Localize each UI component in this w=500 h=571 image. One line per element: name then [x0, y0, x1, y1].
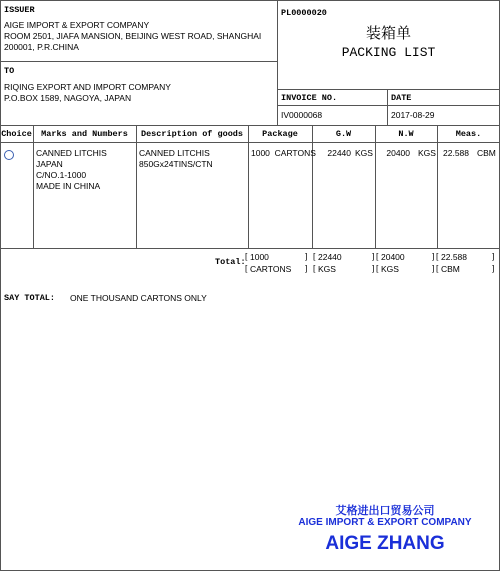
row-marks-line4: MADE IN CHINA: [36, 181, 101, 191]
row-marks-line1: CANNED LITCHIS: [36, 148, 107, 158]
total-gw-bracket-open: [: [313, 251, 316, 261]
invoice-date-value: 2017-08-29: [391, 110, 435, 120]
document-number: PL0000020: [281, 8, 327, 18]
row-meas-value: 22.588: [443, 148, 469, 158]
total-nw-bracket-open: [: [376, 251, 379, 261]
row-gw-unit: KGS: [355, 148, 373, 158]
row-package: 1000 CARTONS: [251, 148, 316, 158]
invoice-top-line: [277, 89, 500, 90]
header-choice: Choice: [1, 129, 32, 139]
issuer-address-line1: ROOM 2501, JIAFA MANSION, BEIJING WEST ROAD, SHANGHAI: [4, 31, 262, 41]
document-title-cn: 装箱单: [365, 24, 411, 42]
total-meas-bracket-close: ]: [492, 251, 495, 261]
total-gw-value: 22440: [318, 252, 342, 262]
total-package-value: 1000: [250, 252, 269, 262]
signature-company-en: AIGE IMPORT & EXPORT COMPANY: [298, 517, 472, 528]
col-divider-nw: [437, 125, 438, 248]
total-nw-value: 20400: [381, 252, 405, 262]
invoice-no-label: INVOICE NO.: [281, 93, 338, 103]
total-package-bracket-close: ]: [305, 251, 308, 261]
total-package-bracket-open: [: [245, 251, 248, 261]
total-meas-bracket-close-2: ]: [492, 263, 495, 273]
header-gw: G.W: [335, 129, 352, 139]
total-gw-bracket-close: ]: [372, 251, 375, 261]
col-divider-choice: [33, 125, 34, 248]
table-top-line: [0, 125, 500, 126]
say-total-value: ONE THOUSAND CARTONS ONLY: [70, 293, 207, 303]
total-nw-bracket-open-2: [: [376, 263, 379, 273]
issuer-company: AIGE IMPORT & EXPORT COMPANY: [4, 20, 150, 30]
col-divider-description: [248, 125, 249, 248]
recipient-label: TO: [4, 66, 15, 76]
total-package-bracket-open-2: [: [245, 263, 248, 273]
total-package-unit: CARTONS: [250, 264, 292, 274]
header-nw: N.W: [398, 129, 414, 139]
row-marks-line3: C/NO.1-1000: [36, 170, 87, 180]
invoice-mid-line: [277, 105, 500, 106]
total-nw-bracket-close-2: ]: [432, 263, 435, 273]
header-package: Package: [262, 129, 298, 139]
say-total-label: SAY TOTAL:: [4, 293, 56, 303]
row-select-radio[interactable]: [4, 150, 14, 160]
total-meas-unit: CBM: [441, 264, 460, 274]
row-gw-value: 22440: [327, 148, 351, 158]
issuer-label: ISSUER: [4, 5, 35, 15]
total-nw-bracket-close: ]: [432, 251, 435, 261]
col-divider-marks: [136, 125, 137, 248]
total-label: Total:: [215, 257, 246, 267]
col-divider-gw: [375, 125, 376, 248]
invoice-no-value: IV0000068: [281, 110, 323, 120]
invoice-date-label: DATE: [391, 93, 412, 103]
col-divider-package: [312, 125, 313, 248]
signature-company-cn: 艾格进出口贸易公司: [335, 504, 435, 517]
header-meas: Meas.: [455, 129, 482, 139]
total-gw-bracket-open-2: [: [313, 263, 316, 273]
table-bottom-line: [0, 248, 500, 249]
issuer-address-line2: 200001, P.R.CHINA: [4, 42, 79, 52]
total-meas-value: 22.588: [441, 252, 467, 262]
total-meas-bracket-open-2: [: [436, 263, 439, 273]
row-nw-unit: KGS: [418, 148, 436, 158]
issuer-bottom-line: [0, 61, 277, 62]
total-gw-unit: KGS: [318, 264, 336, 274]
total-nw-unit: KGS: [381, 264, 399, 274]
document-title-en: PACKING LIST: [341, 45, 436, 60]
header-description: Description of goods: [140, 129, 244, 139]
header-marks: Marks and Numbers: [41, 129, 128, 139]
row-description-line2: 850Gx24TINS/CTN: [139, 159, 213, 169]
total-package-bracket-close-2: ]: [305, 263, 308, 273]
total-meas-bracket-open: [: [436, 251, 439, 261]
row-marks-line2: JAPAN: [36, 159, 63, 169]
row-meas-unit: CBM: [477, 148, 496, 158]
total-gw-bracket-close-2: ]: [372, 263, 375, 273]
header-divider: [277, 0, 278, 125]
signature-name: AIGE ZHANG: [325, 533, 445, 554]
recipient-address: P.O.BOX 1589, NAGOYA, JAPAN: [4, 93, 132, 103]
recipient-company: RIQING EXPORT AND IMPORT COMPANY: [4, 82, 171, 92]
row-nw-value: 20400: [386, 148, 410, 158]
table-header-line: [0, 142, 500, 143]
row-description-line1: CANNED LITCHIS: [139, 148, 210, 158]
invoice-divider: [387, 89, 388, 125]
